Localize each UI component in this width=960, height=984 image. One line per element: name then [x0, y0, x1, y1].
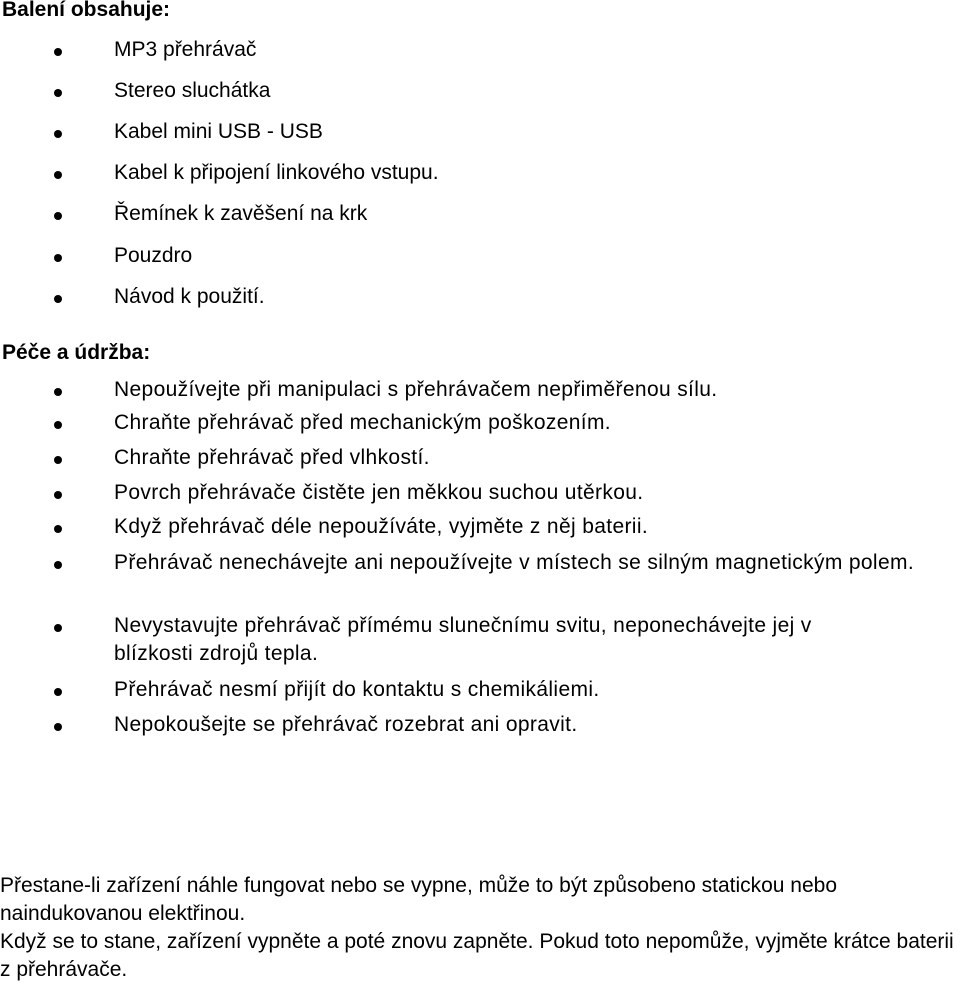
- bullet-icon: [54, 723, 62, 731]
- bullet-icon: [54, 388, 62, 396]
- list-item-text: Nepoužívejte při manipulaci s přehrávačem nepřiměřenou sílu.: [114, 378, 718, 401]
- list-item-text: Přehrávač nenechávejte ani nepoužívejte v místech se silným magnetickým polem.: [114, 551, 915, 574]
- list-item-text: Když přehrávač déle nepoužíváte, vyjměte z něj baterii.: [114, 515, 649, 538]
- static-warning-paragraph: Přestane-li zařízení náhle fungovat nebo se vypne, může to být způsobeno statickou nebo naindukovanou elektřinou.: [0, 874, 838, 925]
- bullet-icon: [54, 421, 62, 429]
- list-item-text: Pouzdro: [114, 244, 193, 267]
- bullet-icon: [54, 456, 62, 464]
- list-item-text: Stereo sluchátka: [114, 79, 271, 102]
- list-item-text: Řemínek k zavěšení na krk: [114, 202, 368, 225]
- list-item-text: Kabel mini USB - USB: [114, 120, 323, 143]
- restart-instruction-paragraph: Když se to stane, zařízení vypněte a poté znovu zapněte. Pokud toto nepomůže, vyjměte krátce baterii z přehrávače.: [0, 930, 954, 981]
- bullet-icon: [54, 624, 62, 632]
- bullet-icon: [54, 254, 62, 262]
- bullet-icon: [54, 89, 62, 97]
- list-item-text: Nepokoušejte se přehrávač rozebrat ani opravit.: [114, 713, 578, 736]
- bullet-icon: [54, 212, 62, 220]
- list-item-text: Chraňte přehrávač před vlhkostí.: [114, 446, 430, 469]
- bullet-icon: [54, 295, 62, 303]
- bullet-icon: [54, 491, 62, 499]
- list-item-text: Přehrávač nesmí přijít do kontaktu s chemikáliemi.: [114, 678, 600, 701]
- bullet-icon: [54, 688, 62, 696]
- bullet-icon: [54, 171, 62, 179]
- package-contents-heading: Balení obsahuje:: [2, 0, 171, 21]
- list-item-text: Návod k použití.: [114, 285, 265, 308]
- bullet-icon: [54, 130, 62, 138]
- care-maintenance-heading: Péče a údržba:: [2, 341, 151, 364]
- list-item-text: MP3 přehrávač: [114, 38, 257, 61]
- list-item-text: Chraňte přehrávač před mechanickým poškozením.: [114, 411, 611, 434]
- list-item-text: Povrch přehrávače čistěte jen měkkou suchou utěrkou.: [114, 481, 644, 504]
- bullet-icon: [54, 48, 62, 56]
- list-item-text: Kabel k připojení linkového vstupu.: [114, 161, 439, 184]
- list-item-text: Nevystavujte přehrávač přímému slunečnímu svitu, neponechávejte jej v blízkosti zdrojů tepla.: [114, 614, 812, 665]
- bullet-icon: [54, 561, 62, 569]
- bullet-icon: [54, 525, 62, 533]
